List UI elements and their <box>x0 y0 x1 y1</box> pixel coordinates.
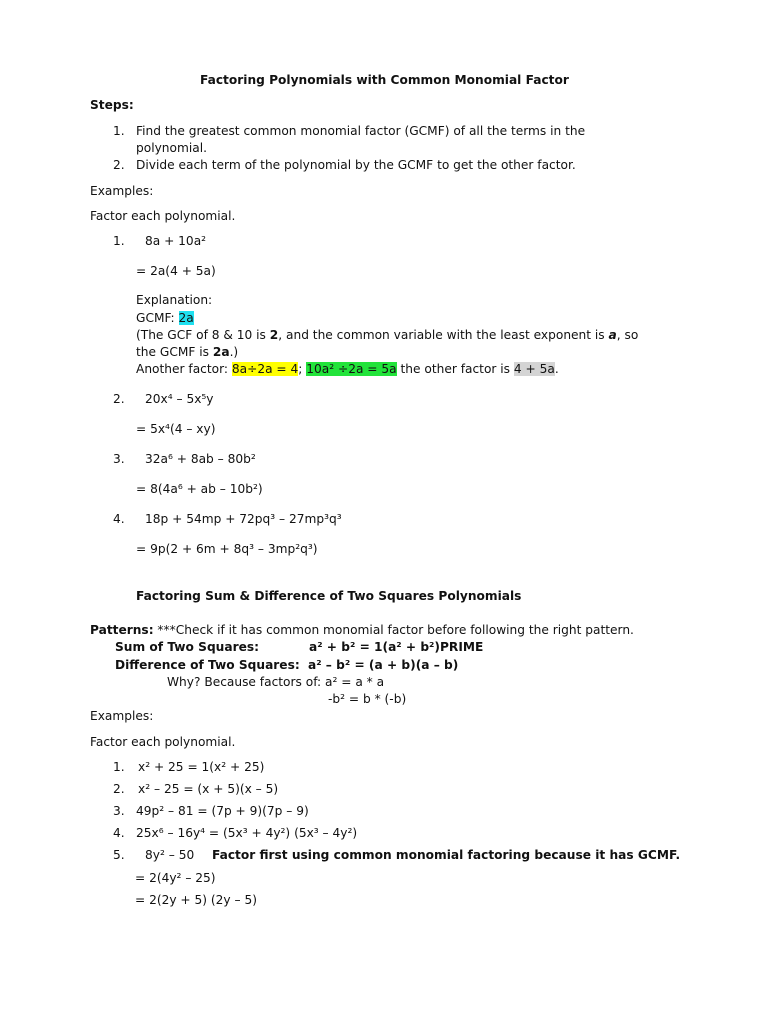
other-value: 4 + 5a <box>513 362 555 376</box>
explanation-label: Explanation: <box>136 293 213 307</box>
note-text: , and the common variable with the least exponent is <box>278 328 609 342</box>
difference-label: Difference of Two Squares: <box>115 658 300 672</box>
item5-note: Factor first using common monomial factoring because it has GCMF. <box>212 848 681 862</box>
note-text: .) <box>229 345 239 359</box>
steps-heading: Steps: <box>90 98 134 112</box>
example-answer: = 9p(2 + 6m + 8q³ – 3mp²q³) <box>136 542 318 556</box>
list-item-number: 4. <box>113 826 125 840</box>
note-bold: 2 <box>269 328 279 342</box>
list-item-number: 2. <box>113 782 125 796</box>
list-item: x² – 25 = (x + 5)(x – 5) <box>138 782 279 796</box>
list-item: 49p² – 81 = (7p + 9)(7p – 9) <box>136 804 309 818</box>
note-bold: 2a <box>212 345 230 359</box>
item5-step: = 2(4y² – 25) <box>135 871 216 885</box>
step-number: 2. <box>113 158 125 172</box>
note-text: the GCMF is <box>136 345 213 359</box>
example-number: 2. <box>113 392 125 406</box>
other-prefix: Another factor: <box>136 362 232 376</box>
list-item: x² + 25 = 1(x² + 25) <box>138 760 265 774</box>
division-1: 8a÷2a = 4 <box>231 362 299 376</box>
other-end: . <box>554 362 559 376</box>
division-2: 10a² ÷2a = 5a <box>306 362 397 376</box>
page-title: Factoring Polynomials with Common Monomial Factor <box>200 73 569 87</box>
separator: ; <box>298 362 307 376</box>
sum-label: Sum of Two Squares: <box>115 640 259 654</box>
item5-step: = 2(2y + 5) (2y – 5) <box>135 893 257 907</box>
section-title: Factoring Sum & Difference of Two Squares Polynomials <box>136 589 522 603</box>
sum-formula: a² + b² = 1(a² + b²) <box>309 640 440 654</box>
other-mid: the other factor is <box>396 362 514 376</box>
note-text: , so <box>616 328 639 342</box>
step-number: 1. <box>113 124 125 138</box>
gcf-note-line2 <box>136 344 238 361</box>
example-problem: 8a + 10a² <box>145 234 207 248</box>
difference-formula: a² – b² = (a + b)(a – b) <box>308 658 459 672</box>
list-item-number: 1. <box>113 760 125 774</box>
note-text: (The GCF of 8 & 10 is <box>136 328 270 342</box>
list-item: 8y² – 50 <box>145 848 195 862</box>
gcf-note-line1 <box>136 327 638 344</box>
examples-label: Examples: <box>90 184 154 198</box>
examples-label: Examples: <box>90 709 154 723</box>
example-problem: 20x⁴ – 5x⁵y <box>145 392 214 406</box>
gcmf-line <box>136 310 194 327</box>
patterns-note: ***Check if it has common monomial factor before following the right pattern. <box>153 623 634 637</box>
step-text: Find the greatest common monomial factor (GCMF) of all the terms in the <box>136 124 586 138</box>
sum-result: PRIME <box>440 640 484 654</box>
patterns-label: Patterns: <box>90 623 154 637</box>
example-number: 1. <box>113 234 125 248</box>
example-answer: = 8(4a⁶ + ab – 10b²) <box>136 482 263 496</box>
note-var: a <box>608 328 617 342</box>
why-line-2: -b² = b * (-b) <box>328 692 407 706</box>
list-item-number: 5. <box>113 848 125 862</box>
example-problem: 18p + 54mp + 72pq³ – 27mp³q³ <box>145 512 342 526</box>
gcmf-prefix: GCMF: <box>136 311 179 325</box>
patterns-line <box>90 622 634 639</box>
why-line: Why? Because factors of: a² = a * a <box>167 675 385 689</box>
instruction: Factor each polynomial. <box>90 209 236 223</box>
gcmf-value: 2a <box>178 311 194 325</box>
example-number: 4. <box>113 512 125 526</box>
step-text: Divide each term of the polynomial by the GCMF to get the other factor. <box>136 158 576 172</box>
list-item: 25x⁶ – 16y⁴ = (5x³ + 4y²) (5x³ – 4y²) <box>136 826 358 840</box>
example-answer: = 2a(4 + 5a) <box>136 264 216 278</box>
step-text: polynomial. <box>136 141 207 155</box>
instruction: Factor each polynomial. <box>90 735 236 749</box>
example-number: 3. <box>113 452 125 466</box>
other-factor-line <box>136 361 559 378</box>
example-answer: = 5x⁴(4 – xy) <box>136 422 216 436</box>
list-item-number: 3. <box>113 804 125 818</box>
example-problem: 32a⁶ + 8ab – 80b² <box>145 452 256 466</box>
